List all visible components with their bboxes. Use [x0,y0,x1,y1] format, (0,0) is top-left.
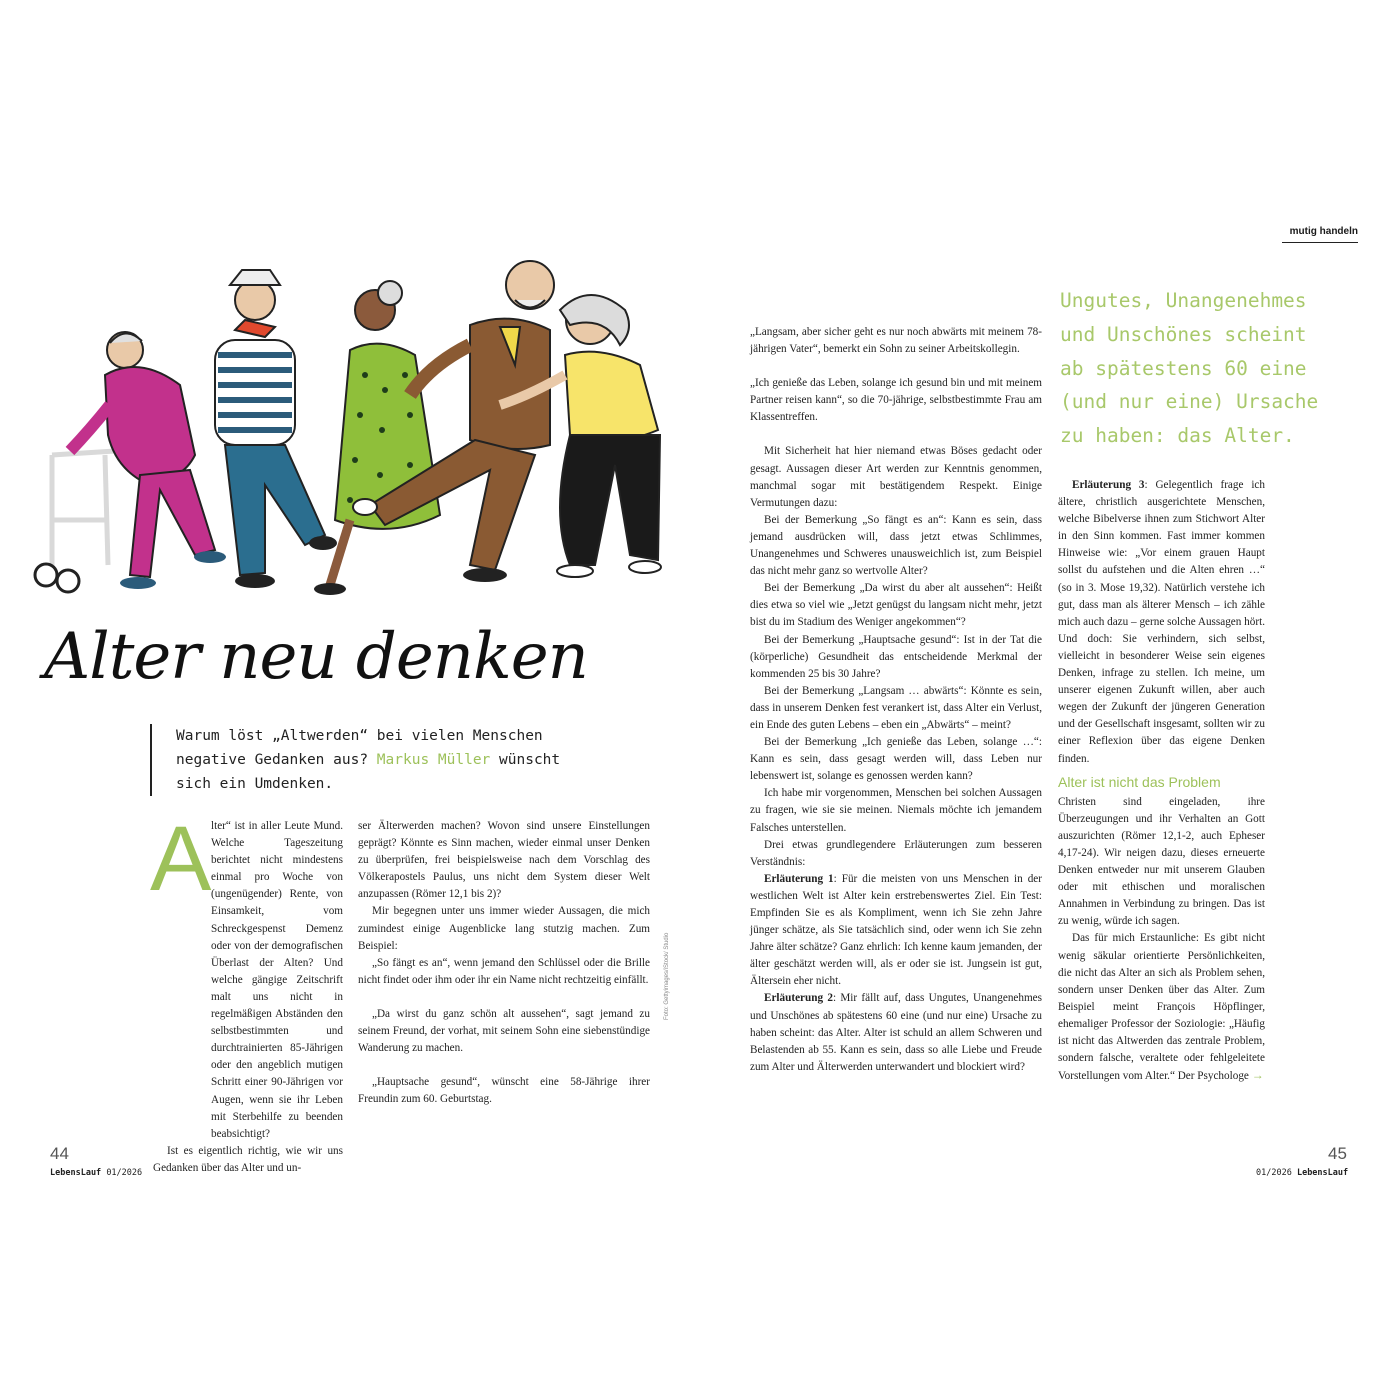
erlaeuterung-1 [750,871,1042,991]
col3-para-4: Bei der Bemerkung „Hauptsache gesund“: Ist in der Tat die (körperliche) Gesundheit das entscheidende Merkmal der kommenden 25 bis 30 Jahre? [750,633,1042,680]
col1-para-1: lter“ ist in aller Leute Mund. Welche Tageszeitung berichtet nicht mindestens einmal pro Woche von (ungenügender) Rente, von Einsamkeit, vom Schreckgespenst Demenz oder von der demografischen Überlast der Alten? Und welche gängige Zeitschrift malt uns nicht in regelmäßigen Abständen den selbstbestimmten und durchtrainierten 85-Jährigen oder den angeblich mutigen Schritt einer 90-Jährigen vor Augen, wenn sie ihr Leben mit Sterbehilfe zu beenden beabsichtigt? [211,820,343,1140]
photo-credit: Foto: Gettyimages/iStock/ Studio [664,932,670,1020]
footer-right [1256,1168,1348,1178]
col3-para-1: Mit Sicherheit hat hier niemand etwas Böses gedacht oder gesagt. Aussagen dieser Art werden zur Kenntnis genommen, manchmal sogar mit bestätigendem Respekt. Einige Vermutungen dazu: [750,445,1042,509]
col3-intro-1: „Langsam, aber sicher geht es nur noch abwärts mit meinem 78-jährigen Vater“, bemerkt ein Sohn zu seiner Arbeitskollegin. [750,326,1042,356]
author-name: Markus Müller [376,752,491,768]
col3-para-5: Bei der Bemerkung „Langsam … abwärts“: Könnte es sein, dass in unserem Denken fest verankert ist, dass Alter ein Verlust, ein Ende des guten Lebens – eben ein „Abwärts“ – meint? [750,684,1042,731]
issue-left: 01/2026 [106,1168,143,1178]
erl3-text: : Gelegentlich frage ich ältere, christlich ausgerichtete Menschen, welche Bibelverse ihnen zum Stichwort Alter in den Sinn kommen. Fast immer kommen Hinweise wie: „Vor einem grauen Haupt sollst du aufstehen und die Alten ehren …“ (so in 3. Mose 19,32). Natürlich verstehe ich gut, dass man als älterer Mensch – ich zähle mich auch dazu – gerne solche Aussagen hört. Und doch: Sie verhindern, sich selbst, vielleicht in besonderer Weise sein eigenes Denken, infrage zu stellen. Ich meine, um unserer eigenen Zukunft willen, aber auch wegen der Zukunft der jüngeren Generation und der Gesellschaft insgesamt, sollten wir zu einer Reflexion über das eigene Denken finden. [1058,479,1265,765]
pull-quote: Ungutes, Unangenehmes und Unschönes scheint ab spätestens 60 eine (und nur eine) Ursache zu haben: das Alter. [1060,289,1319,448]
col3-para-3: Bei der Bemerkung „Da wirst du aber alt aussehen“: Heißt dies etwa so viel wie „Jetzt genügst du langsam nicht mehr, jetzt bist du im Stadium des Weniger angekommen“? [750,582,1042,629]
col2-para-4: „Da wirst du ganz schön alt aussehen“, sagt jemand zu seinem Freund, der vorhat, mit seinem Sohn eine siebenstündige Wanderung zu machen. [358,1007,650,1055]
col1-para-2: Ist es eigentlich richtig, wie wir uns Gedanken über das Alter und un- [153,1144,343,1174]
column-1 [153,818,343,1177]
erl1-label: Erläuterung 1 [764,872,834,885]
dancing-seniors-illustration [30,255,680,605]
col4-para-2 [1058,930,1265,1085]
column-3 [750,324,1042,1076]
article-headline: Alter neu denken [44,620,588,694]
magazine-title-left: LebensLauf [50,1168,102,1178]
col2-para-5: „Hauptsache gesund“, wünscht eine 58-Jährige ihrer Freundin zum 60. Geburtstag. [358,1076,650,1106]
continue-arrow-icon: → [1251,1068,1264,1083]
senior-man-striped [215,270,337,588]
col4-para-2-text: Das für mich Erstaunliche: Es gibt nicht wenig säkular orientierte Persönlichkeiten, die nicht das Alter an sich als Problem sehen, sondern unser Denken über das Alter. Zum Beispiel meint François Höpflinger, ehemaliger Professor der Soziologie: „Häufig ist nicht das Altwerden das zentrale Problem, sondern falsche, veraltete oder fehlgeleitete Vorstellungen vom Alter.“ Der Psychologe [1058,932,1265,1083]
col2-para-3: „So fängt es an“, wenn jemand den Schlüssel oder die Brille nicht findet oder ihm oder ihr ein Name nicht rechtzeitig einfällt. [358,956,650,986]
page-number-right: 45 [1328,1144,1347,1163]
page-number-left: 44 [50,1144,69,1163]
col2-para-2: Mir begegnen unter uns immer wieder Aussagen, die mich zumindest einige Augenblicke lang stutzig machen. Zum Beispiel: [358,905,650,952]
section-label: mutig handeln [1289,226,1358,237]
column-2 [358,818,650,1108]
lead-text-part2: wünscht sich ein Umdenken. [176,752,561,792]
walker-icon [52,451,115,575]
issue-right: 01/2026 [1256,1168,1292,1178]
col3-para-7: Ich habe mir vorgenommen, Menschen bei solchen Aussagen zu fragen, wie sie sie meinen. Niemals möchte ich jemandem Falsches unterstellen. [750,787,1042,834]
erlaeuterung-3 [1058,477,1265,768]
col3-intro-2: „Ich genieße das Leben, solange ich gesund bin und mit meinem Partner reisen kann“, so die 70-jährige, selbstbestimmte Frau am Klassentreffen. [750,377,1042,424]
erl1-text: : Für die meisten von uns Menschen in der westlichen Welt ist Alter kein erstrebenswertes Ziel. Ein Test: Empfinden Sie es als Kompliment, wenn ich Sie zehn Jahre jünger schätze, als Sie tatsächlich sind, oder wenn ich Sie zehn Jahre älter schätze? Ganz ehrlich: Ich kenne kaum jemanden, der älter geschätzt werden will, als er oder sie ist. Jungsein ist gut, Ältersein eher nicht. [750,872,1043,988]
col3-para-2: Bei der Bemerkung „So fängt es an“: Kann es sein, dass jemand ausdrücken will, dass jetzt etwas Schlimmes, Unangenehmes und Schweres unausweichlich ist, zum Beispiel das nicht mehr ganz so wertvolle Alter? [750,513,1042,578]
col4-para-1: Christen sind eingeladen, ihre Überzeugungen und ihr Verhalten an Gott auszurichten (Römer 12,1-2, auch Epheser 4,17-24). Wir neigen dazu, dieses erneuerte Denken entweder nur mit unserem Glauben oder mit ethischen und moralischen Annahmen in Verbindung zu bringen. Das ist zu wenig, würde ich sagen. [1058,795,1265,928]
col3-para-6: Bei der Bemerkung „Ich genieße das Leben, solange …“: Kann es sein, dass gesagt werden will, dass Leben nur lebenswert ist, solange es genossen werden kann? [750,736,1042,783]
lead-text-part1: Warum löst „Altwerden“ bei vielen Menschen negative Gedanken aus? [176,728,543,768]
article-lead [150,724,596,796]
senior-woman-magenta [70,332,226,589]
column-4 [1058,477,1265,1085]
subheading: Alter ist nicht das Problem [1058,773,1221,790]
col3-para-8: Drei etwas grundlegendere Erläuterungen zum besseren Verständnis: [750,838,1042,868]
erl2-label: Erläuterung 2 [764,992,833,1005]
drop-cap: A [150,808,212,910]
footer-left [50,1168,142,1178]
erl2-text: : Mir fällt auf, dass Ungutes, Unangenehmes und Unschönes ab spätestens 60 eine (und nur eine) Ursache zu haben scheint: das Alter. Alter ist schuld an allem Schweren und Belastenden ab 55. Kann es sein, dass so alle Liebe und Freude zum Alter und Älterwerden unterwandert und blockiert wird? [750,992,1042,1073]
col2-para-1: ser Älterwerden machen? Wovon sind unsere Einstellungen geprägt? Könnte es Sinn machen, wieder einmal unser Denken zu überprüfen, frei beispielsweise nach dem Vorschlag des Völkerapostels Paulus, uns nicht dem System dieser Welt anzupassen (Römer 12,1 bis 2)? [358,820,650,901]
erlaeuterung-2 [750,990,1042,1075]
magazine-title-right: LebensLauf [1296,1168,1349,1178]
erl3-label: Erläuterung 3 [1072,479,1145,491]
section-rule [1282,242,1358,243]
